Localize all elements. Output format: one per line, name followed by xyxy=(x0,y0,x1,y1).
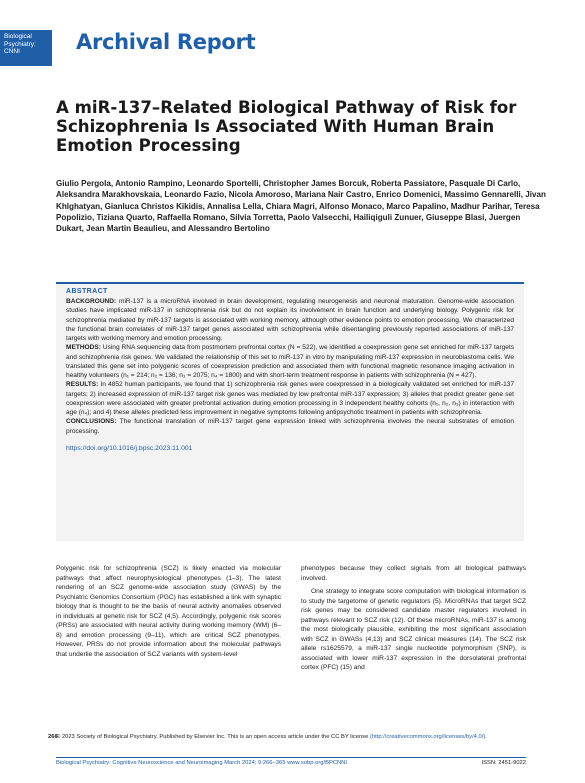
author-list: Giulio Pergola, Antonio Rampino, Leonardo Sportelli, Christopher James Borcuk, Roberta Passiatore, Pasquale Di Carlo, Aleksandra Marakhovskaia, Leonardo Fazio, Nicola Amoroso, Mariana Nair Castro, Enrico Domenici, Massimo Gennarelli, Jivan Khlghatyan, Gianluca Christos Kikidis, Annalisa Lella, Chiara Magri, Alfonso Monaco, Marco Papalino, Madhur Parihar, Teresa Popolizio, Tiziana Quarto, Raffaella Romano, Silvia Torretta, Paolo Valsecchi, Hailiqiguli Zunuer, Giuseppe Blasi, Juergen Dukart, Jean Martin Beaulieu, and Alessandro Bertolino xyxy=(56,179,546,234)
methods-label: METHODS: xyxy=(66,344,101,352)
abstract-conclusions xyxy=(66,417,514,436)
journal-tag xyxy=(0,30,52,66)
license-link[interactable]: (http://creativecommons.org/licenses/by/4.0/). xyxy=(369,734,487,740)
results-text: In 4852 human participants, we found that 1) schizophrenia risk genes were coexpressed in a biologically validated set enriched for miR-137 targets; 2) increased expression of miR-137 target risk genes was mediated by low prefrontal miR-137 expression; 3) alleles that predict greater gene set coexpression were associated with greater prefrontal activation during emotion processing in 3 independent healthy cohorts (n₁, n₂, n₃) in interaction with age (n₄); and 4) these alleles predicted less improvement in negative symptoms following antipsychotic treatment in patients with schizophrenia. xyxy=(66,381,514,416)
copyright-footnote xyxy=(48,733,526,742)
section-heading: Archival Report xyxy=(76,30,256,54)
doi-link[interactable]: https://doi.org/10.1016/j.bpsc.2023.11.001 xyxy=(66,444,193,452)
body-paragraph: Polygenic risk for schizophrenia (SCZ) is likely enacted via molecular pathways that affect neurophysiological phenotypes (1–3). The latest rendering of an SCZ genome-wide association study (GWAS) by the Psychiatric Genomics Consortium (PGC) has established a link with synaptic biology that is thought to be the basis of neural activity anomalies observed in individuals at genetic risk for SCZ (4,5). Accordingly, polygenic risk scores (PRSs) are associated with neural activity during working memory (WM) (6–8) and emotion processing (9–11), which are critical SCZ phenotypes. However, PRSs do not provide information about the molecular pathways that underlie the association of SCZ variants with system-level xyxy=(56,565,281,658)
background-label: BACKGROUND: xyxy=(66,298,117,305)
page-number: 266 xyxy=(48,734,58,740)
journal-tag-line-2: Psychiatry: xyxy=(4,40,36,48)
article-title: A miR-137–Related Biological Pathway of Risk for Schizophrenia Is Associated With Human Brain Emotion Processing xyxy=(56,98,517,155)
footer-citation: Biological Psychiatry: Cognitive Neuroscience and Neuroimaging March 2024; 9:266–365 xyxy=(56,760,286,766)
abstract-results xyxy=(66,380,514,417)
body-paragraph: One strategy to integrate score computation with biological information is to study the targetome of genetic regulators (5). MicroRNAs that target SCZ risk genes may be considered candidate master regulators involved in pathways relevant to SCZ risk (12). Of these microRNAs, miR-137 is among the most biologically plausible, exhibiting the most significant association with SCZ in GWASs (4,13) and SCZ clinical measures (14). The SCZ risk allele rs1625579, a miR-137 single nucleotide polymorphism (SNP), is associated with lower miR-137 expression in the dorsolateral prefrontal cortex (PFC) (15) and xyxy=(301,588,526,672)
journal-tag-line-1: Biological xyxy=(4,33,32,40)
results-label: RESULTS: xyxy=(66,381,99,389)
abstract-background xyxy=(66,297,514,343)
conclusions-text: The functional translation of miR-137 target gene expression linked with schizophrenia involves the neural substrates of emotion processing. xyxy=(66,418,514,435)
body-paragraph: phenotypes because they collect signals from all biological pathways involved. xyxy=(301,565,526,582)
footer-url[interactable]: www.sobp.org/BPCNNI xyxy=(287,760,347,766)
journal-tag-line-3: CNNI xyxy=(4,48,20,56)
footer-issn: ISSN: 2451-9022 xyxy=(481,760,526,766)
body-column-right xyxy=(301,564,526,677)
footer-rule xyxy=(56,757,526,758)
copyright-text: © 2023 Society of Biological Psychiatry. Published by Elsevier Inc. This is an open access article under the CC BY license xyxy=(56,734,369,740)
abstract-heading: ABSTRACT xyxy=(66,288,108,295)
page-footer xyxy=(56,760,526,770)
abstract-methods xyxy=(66,343,514,380)
abstract-box xyxy=(56,282,524,541)
background-text: miR-137 is a microRNA involved in brain development, regulating neurogenesis and neuronal maturation. Genome-wide association studies have implicated miR-137 in schizophrenia risk but do not explain its involvement in brain function and underlying biology. Polygenic risk for schizophrenia mediated by miR-137 targets is associated with working memory, although other evidence points to emotion processing. We characterized the functional brain correlates of miR-137 target genes associated with schizophrenia while disentangling previously reported associations of miR-137 targets with working memory and emotion processing. xyxy=(66,298,515,342)
conclusions-label: CONCLUSIONS: xyxy=(66,418,117,426)
methods-text: Using RNA sequencing data from postmortem prefrontal cortex (N = 522), we identified a coexpression gene set enriched for miR-137 targets and schizophrenia risk genes. We validated the relationship of this set to miR-137 in vitro by manipulating miR-137 expression in neuroblastoma cells. We translated this gene set into polygenic scores of coexpression prediction and associated them with functional magnetic resonance imaging activation in healthy volunteers (n₁ = 214; n₂ = 136; n₃ = 2075; n₄ = 1800) and with short-term treatment response in patients with schizophrenia (N = 427). xyxy=(66,344,514,379)
body-column-left xyxy=(56,564,281,663)
